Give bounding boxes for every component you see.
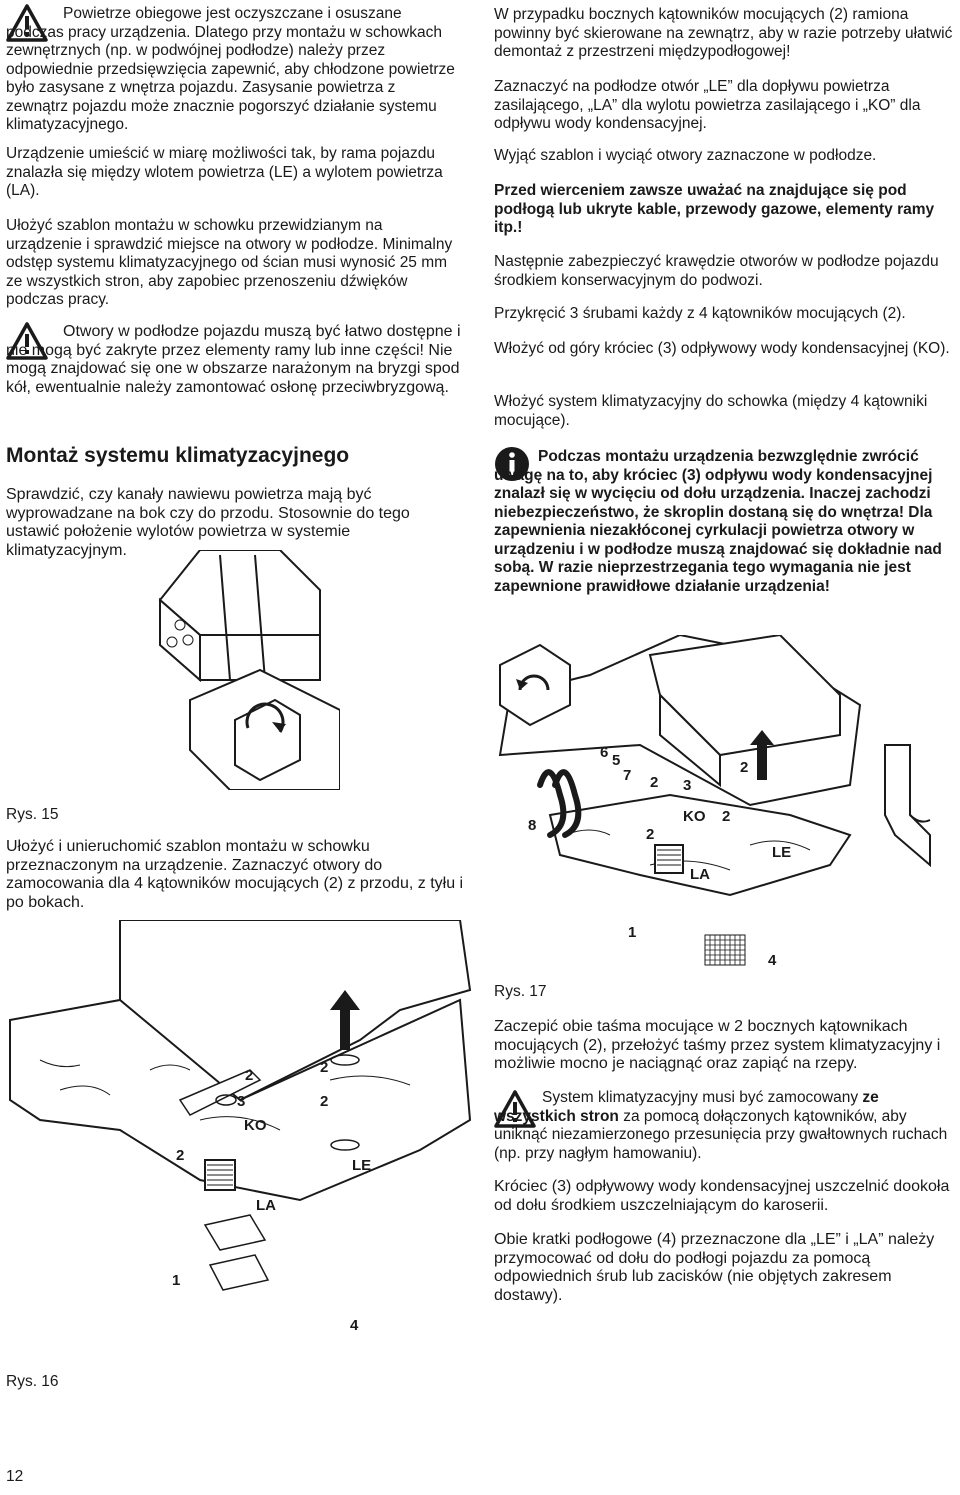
figure-17 xyxy=(490,635,960,970)
paragraph-air-ducts: Sprawdzić, czy kanały nawiewu powietrza mają być wyprowadzane na bok czy do przodu. Stosownie do tego ustawić położenie wylotów powietrza w systemie klimatyzacyjnym. xyxy=(6,486,410,559)
fig17-label-7: 7 xyxy=(623,767,632,784)
fig17-label-la: LA xyxy=(690,866,710,883)
fig16-label-2: 2 xyxy=(245,1067,254,1084)
fig17-label-2: 2 xyxy=(740,759,749,776)
figure-16 xyxy=(0,920,480,1360)
figure-17-caption: Rys. 17 xyxy=(494,983,547,1000)
fig16-label-2: 2 xyxy=(176,1147,185,1164)
paragraph-protect-edges: Następnie zabezpieczyć krawędzie otworów w podłodze pojazdu środkiem konserwacyjnym do podwozi. xyxy=(494,253,939,289)
paragraph-template: Ułożyć szablon montażu w schowku przewidzianym na urządzenie i sprawdzić miejsce na otwory w podłodze. Minimalny odstęp systemu klimatyzacyjnego od ścian musi wynosić 25 mm ze wszystkich stron, aby zapobiec przenoszeniu dźwięków podczas pracy. xyxy=(6,217,453,308)
fig17-label-2: 2 xyxy=(646,826,655,843)
fig16-label-4: 4 xyxy=(350,1317,359,1334)
paragraph-fix-template: Ułożyć i unieruchomić szablon montażu w schowku przeznaczonym na urządzenie. Zaznaczyć otwory do zamocowania dla 4 kątowników mocujących (2) z przodu, z tyłu i po bokach. xyxy=(6,838,464,911)
paragraph-side-brackets: W przypadku bocznych kątowników mocujących (2) ramiona powinny być skierowane na zewnątrz, aby w razie potrzeby ułatwić demontaż z przestrzeni międzypodłogowej! xyxy=(494,6,953,60)
fig16-label-1: 1 xyxy=(172,1272,181,1289)
warning-text-recirculation: Powietrze obiegowe jest oczyszczane i osuszane podczas pracy urządzenia. Dlatego przy montażu w schowkach zewnętrznych (np. w podwójnej podłodze) należy przez odpowiednie przedsięwzięcia zapewnić, aby chłodzone powietrze było zasysane z wnętrza pojazdu. Zasysanie powietrza z zewnątrz pojazdu może znacznie pogorszyć działanie systemu klimatyzacyjnego. xyxy=(6,5,455,133)
figure-15 xyxy=(140,550,340,790)
fig17-label-2: 2 xyxy=(722,808,731,825)
fig17-label-5: 5 xyxy=(612,752,621,769)
paragraph-insert-system: Włożyć system klimatyzacyjny do schowka (między 4 kątowniki mocujące). xyxy=(494,393,928,429)
warning-text-fixing: System klimatyzacyjny musi być zamocowany ze wszystkich stron za pomocą dołączonych kątowników, aby uniknąć niezamierzonego przesunięcia przy gwałtownych ruchach (np. przy nagłym hamowaniu). xyxy=(494,1089,948,1162)
paragraph-floor-grilles: Obie kratki podłogowe (4) przeznaczone dla „LE” i „LA” należy przymocować od dołu do podłogi pojazdu za pomocą odpowiednich śrub lub zacisków (nie objętych zakresem dostawy). xyxy=(494,1231,935,1304)
paragraph-straps: Zaczepić obie taśma mocujące w 2 bocznych kątownikach mocujących (2), przełożyć taśmy przez system klimatyzacyjny i możliwie mocno je naciągnąć oraz zapiąć na rzepy. xyxy=(494,1018,941,1072)
paragraph-screw-brackets: Przykręcić 3 śrubami każdy z 4 kątowników mocujących (2). xyxy=(494,305,906,322)
section-heading: Montaż systemu klimatyzacyjnego xyxy=(6,444,350,467)
fig17-label-8: 8 xyxy=(528,817,537,834)
info-text-mounting: Podczas montażu urządzenia bezwzględnie zwrócić uwagę na to, aby króciec (3) odpływu wody kondensacyjnej znalazł się w wycięciu od dołu urządzenia. Inaczej zachodzi niebezpieczeństwo, że skroplin dostaną się do wnętrza! Dla zapewnienia niezakłóconej cyrkulacji powietrza otwory w urządzeniu i w podłodze muszą znajdować się dokładnie nad sobą. W razie nieprzestrzegania tego wymagania nie jest zapewnione prawidłowe działanie urządzenia! xyxy=(494,448,942,595)
fig16-label-la: LA xyxy=(256,1197,276,1214)
paragraph-insert-drain: Włożyć od góry króciec (3) odpływowy wody kondensacyjnej (KO). xyxy=(494,340,950,357)
fig16-label-3: 3 xyxy=(237,1093,246,1110)
fig16-label-le: LE xyxy=(352,1157,372,1174)
figure-16-caption: Rys. 16 xyxy=(6,1373,59,1390)
fig17-label-1: 1 xyxy=(628,924,637,941)
fig17-label-ko: KO xyxy=(683,808,706,825)
paragraph-frame-position: Urządzenie umieścić w miarę możliwości tak, by rama pojazdu znalazła się między wlotem powietrza (LE) a wylotem powietrza (LA). xyxy=(6,145,443,199)
paragraph-drilling-warning: Przed wierceniem zawsze uważać na znajdujące się pod podłogą lub ukryte kable, przewody gazowe, elementy ramy itp.! xyxy=(494,182,935,236)
fig17-label-2: 2 xyxy=(650,774,659,791)
paragraph-cut-openings: Wyjąć szablon i wyciąć otwory zaznaczone w podłodze. xyxy=(494,147,877,164)
paragraph-mark-openings: Zaznaczyć na podłodze otwór „LE” dla dopływu powietrza zasilającego, „LA” dla wylotu powietrza zasilającego i „KO” dla odpływu wody kondensacyjnej. xyxy=(494,78,921,132)
fig17-label-3: 3 xyxy=(683,777,692,794)
fig16-label-ko: KO xyxy=(244,1117,267,1134)
fig16-label-2: 2 xyxy=(320,1059,329,1076)
page-number: 12 xyxy=(6,1468,24,1485)
warning-text-openings: Otwory w podłodze pojazdu muszą być łatwo dostępne i nie mogą być zakryte przez elementy ramy lub inne części! Nie mogą znajdować się one w obszarze narażonym na bryzgi spod kół, ewentualnie należy zamontować osłonę przeciwbryzgową. xyxy=(6,323,461,396)
figure-15-caption: Rys. 15 xyxy=(6,806,59,823)
fig17-label-le: LE xyxy=(772,844,792,861)
fig16-label-2: 2 xyxy=(320,1093,329,1110)
paragraph-seal-drain: Króciec (3) odpływowy wody kondensacyjnej uszczelnić dookoła od dołu środkiem uszczelniającym do karoserii. xyxy=(494,1178,950,1214)
fig17-label-4: 4 xyxy=(768,952,777,969)
fig17-label-6: 6 xyxy=(600,744,609,761)
